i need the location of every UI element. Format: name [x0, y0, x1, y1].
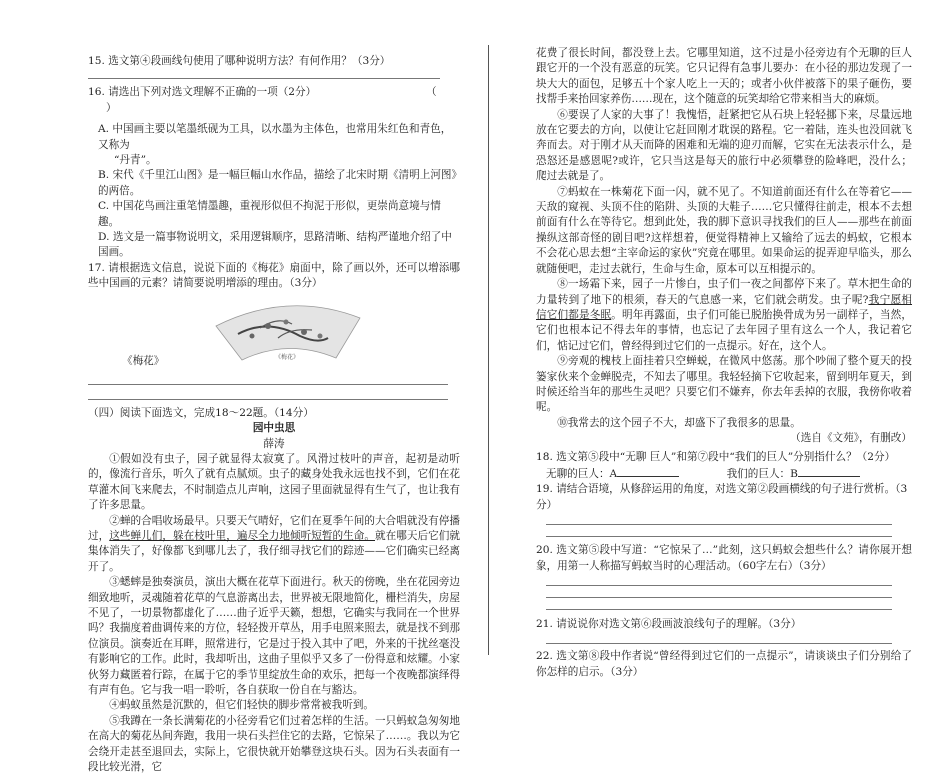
answer-line — [88, 78, 440, 79]
answer-line — [546, 597, 892, 598]
column-divider — [488, 45, 489, 655]
question-19: 19. 请结合语境，从修辞运用的角度，对选文第②段画横线的句子进行赏析。（3分） — [536, 483, 908, 511]
answer-line — [546, 536, 892, 537]
essay-author: 薛涛 — [263, 437, 285, 450]
answer-line — [88, 399, 448, 400]
paragraph-5-continued: 花费了很长时间，都没登上去。它哪里知道，这不过是小径旁边有个无聊的巨人跟它开的一个没有恶意的玩笑。它只记得有急事儿要办：在小径的那边发现了一块大大的面包，足够五十个家人吃上一天的；或者小伙伴被落下的果子砸伤，要找帮手来抬回家养伤……现在，这个随意的玩笑却给它带来相当大的麻烦。 — [536, 47, 912, 106]
question-17: 17. 请根据选文信息，说说下面的《梅花》扇面中，除了画以外，还可以增添哪些中国画的元素？请简要说明增添的理由。（3分） — [88, 261, 460, 290]
paragraph-9: ⑨旁观的槐枝上面挂着只空蝉蜕，在微风中悠荡。那个吵闹了整个夏天的投篓家伙来个金蝉脱壳，不知去了哪里。我轻轻摘下它收起来，留到明年夏天，到时候还给当年的那些生灵吧？只要它们不嫌弃，你去年丢掉的衣服，我傍你收着呢。 — [536, 355, 912, 414]
paragraph-2: ②蝉的合唱收场最早。只要天气晴好，它们在夏季午间的大合唱就没有停播过，这些蝉儿们，躲在枝叶里，遍尽全力地倾听短暂的生命。就在哪天后它们就集体消失了，好像都飞到哪儿去了，我仔细寻找它们的踪迹——它们确实已经离开了。 — [88, 514, 461, 573]
option-a: A. 中国画主要以笔墨纸砚为工具，以水墨为主体色，也常用朱红色和青色，又称为 — [98, 123, 452, 151]
option-b: B. 宋代《千里江山图》是一幅巨幅山水作品，描绘了北宋时期《清明上河图》的两倍。 — [98, 169, 457, 197]
plum-fan-painting — [88, 292, 460, 384]
section-4-heading: （四）阅读下面选文，完成18～22题。（14分） — [88, 406, 314, 419]
option-c: C. 中国花鸟画注重笔情墨趣，重视形似但不拘泥于形似，更崇尚意境与情趣。 — [98, 200, 441, 228]
paragraph-8: ⑧一场霜下来，园子一片惨白，虫子们一夜之间都停下来了。草木把生命的力量转到了地下的根须，春天的气息感一来，它们就会萌发。虫子呢?我宁愿相信它们都是冬眠。明年再露面，虫子们可能已脱胎换骨成为另一副样子，当然，它们也根本记不得去年的事情，也忘记了去年园子里有这么一个人，我记着它们，惦记过它们，曾经得到过它们的一点提示。好在，这个人。 — [536, 278, 913, 352]
essay-title: 园中虫思 — [252, 422, 296, 435]
underlined-sentence: 这些蝉儿们，躲在枝叶里，遍尽全力地倾听短暂的生命。 — [109, 529, 376, 542]
paragraph-7: ⑦蚂蚁在一株菊花下面一闪，就不见了。不知道前面还有什么在等着它——天敌的窥视、头顶不住的陷阱、头顶的大鞋子……它只懂得往前走，根本不去想前面有什么在等待它。想到此处，我的脚下意识寻找我们的巨人——那些在前面操纵这部奇怪的剧目吧?这样想着，便觉得精神上又输给了远去的蚂蚁，它根本不会花心思去想“主宰命运的家伙”究竟在哪里。如果命运的捉弄迎早临头，那么就随便吧，走过去就行，生命与生命，原本可以互相提示的。 — [536, 185, 912, 275]
question-15: 15. 选文第④段画线句使用了哪种说明方法？有何作用？（3分） — [88, 55, 391, 67]
left-column — [88, 0, 460, 775]
answer-blank-b[interactable] — [798, 465, 860, 477]
question-21: 21. 请说说你对选文第⑥段画波浪线句子的理解。（3分） — [536, 618, 802, 630]
answer-line — [546, 609, 892, 610]
answer-line — [546, 585, 892, 586]
answer-paren-open: （ — [426, 86, 437, 99]
answer-blank-a[interactable] — [617, 465, 679, 477]
painting-small-caption: 《梅花》 — [275, 353, 300, 361]
question-18: 18. 选文第⑤段中“无聊 巨人”和第⑦段中“我们的巨人”分别指什么？（2分） — [536, 450, 896, 463]
source-note: （选自《文苑》，有删改） — [790, 432, 912, 445]
answer-paren-close: ） — [106, 101, 117, 114]
paragraph-5: ⑤我蹲在一条长满菊花的小径旁看它们过着怎样的生活。一只蚂蚁急匆匆地在高大的菊花丛间奔跑，我用一块石头拦住它的去路，它惊呆了……。我以为它会绕开走甚至退回去，实际上，它很快就开始攀登这块石头。因为石头表面有一段比较光滑，它 — [88, 714, 460, 774]
paragraph-10: ⑩我常去的这个园子不大，却盛下了我很多的思量。 — [557, 416, 801, 429]
option-d: D. 选文是一篇事物说明文，采用逻辑顺序，思路清晰、结构严谨地介绍了中国画。 — [98, 231, 452, 259]
question-22: 22. 选文第⑧段中作者说“曾经得到过它们的一点提示”，请谈谈虫子们分别给了你怎样的启示。（3分） — [536, 650, 912, 678]
paragraph-3: ③蟋蟀是独奏演员，演出大概在花草下面进行。秋天的傍晚，坐在花园旁边细致地听，灵魂随着花草的气息游离出去，世界被无限地简化，栅栏消失，房屋不见了，一切景物都虚化了……曲子近乎天籁，想想，它确实与我同在一个世界吗？我揣度着曲调传来的方位，轻轻拨开草丛，用手电照来照去，就是找不到那位演员。演奏近在耳畔，照常进行，它是过于投入其中了吧，外来的干扰丝毫没有影响它的工作。此时，我却听出，这曲子里似乎又多了一份得意和炫耀。小家伙努力藏匿着行踪，在属于它的季节里绽放生命的欢乐，把每一个夜晚都演绎得有声有色。它与我一唱一聆听，各自获取一份自在与豁达。 — [88, 576, 460, 696]
paragraph-1: ①假如没有虫子，园子就显得太寂寞了。风滑过枝叶的声音，起初是动听的，像流行音乐，听久了就有点腻烦。虫子的藏身处我永远也找不到，它们在花草灌木间飞来爬去，不时制造点儿声响，这园子里面就显得有生气了，也让我有了许多思量。 — [88, 452, 460, 512]
question-16: 16. 请选出下列对选文理解不正确的一项（2分） — [88, 86, 317, 99]
paragraph-6: ⑥要误了人家的大事了！我愧悟，赶紧把它从石块上轻轻挪下来，尽量远地放在它要去的方向，以使让它赶回刚才耽误的路程。它一着陆，连头也没回就飞奔而去。对于刚才从天而降的困难和无端的迎刃而解，它实在无法表示什么，是恐怒还是感恩呢?或许，它只当这是每天的旅行中必须攀登的险峰吧，没什么；爬过去就是了。 — [536, 108, 912, 183]
answer-line — [546, 643, 892, 644]
painting-caption: 《梅花》 — [122, 354, 165, 367]
question-20: 20. 选文第⑤段中写道：“它惊呆了…”此刻，这只蚂蚁会想些什么？请你展开想象，用第一人称描写蚂蚁当时的心理活动。（60字左右）（3分） — [536, 544, 912, 572]
answer-line — [546, 524, 892, 525]
right-column — [536, 0, 912, 680]
paragraph-4: ④蚂蚁虽然是沉默的，但它们轻快的脚步常常被我听到。 — [109, 699, 375, 712]
question-16-block — [88, 85, 460, 100]
underlined-sentence: 我宁愿相信它们都是冬眠 — [536, 293, 913, 321]
question-18-answers: 无聊的巨人：A 我们的巨人：B — [546, 465, 912, 482]
answer-line — [88, 384, 448, 385]
option-a-cont: “丹青”。 — [114, 154, 157, 167]
